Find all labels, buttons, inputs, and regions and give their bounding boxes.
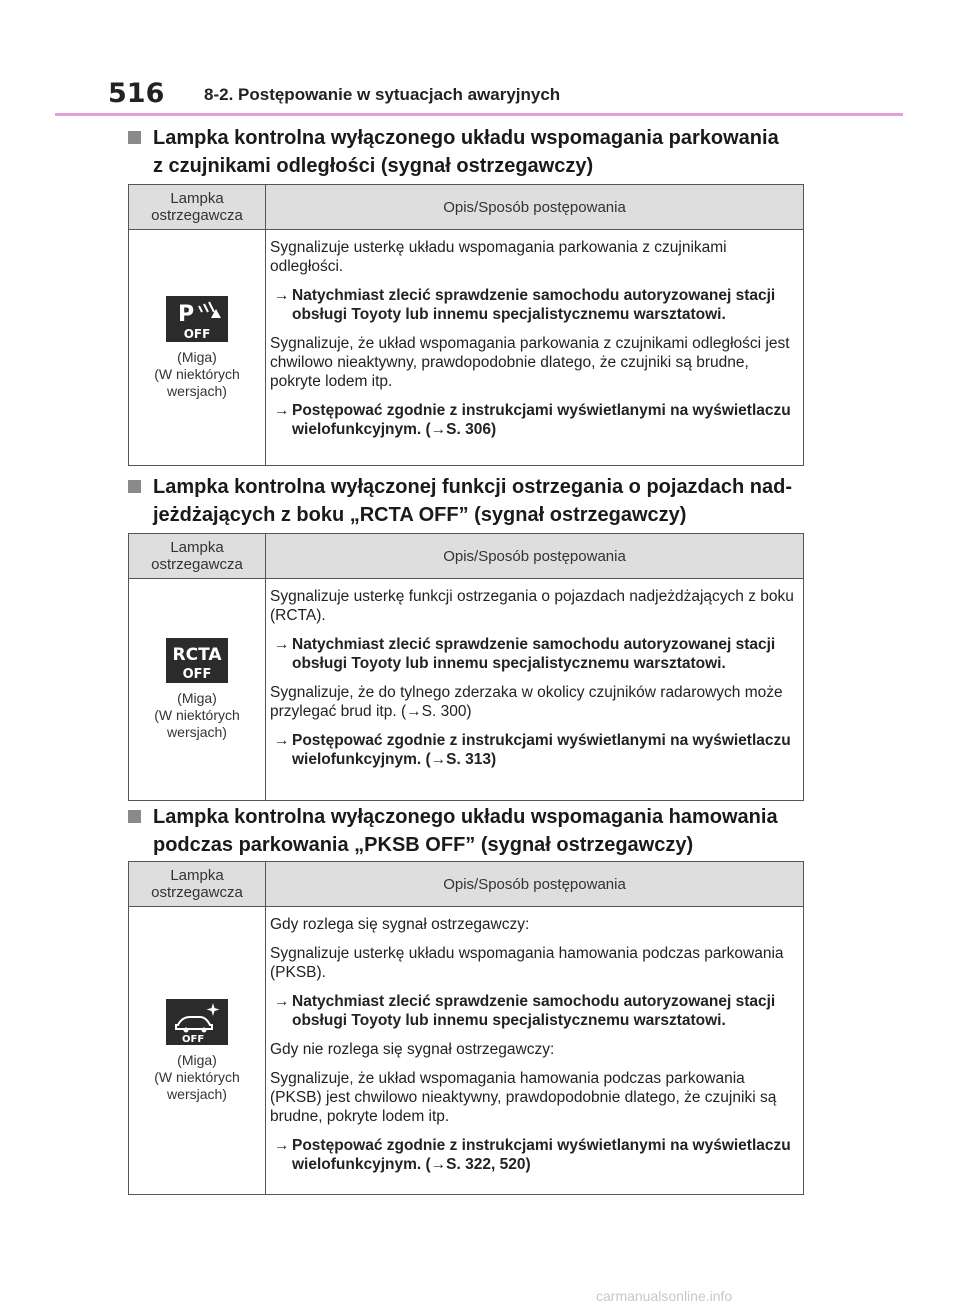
section-title-rcta <box>128 473 828 529</box>
arrow-right-icon: → <box>274 732 290 749</box>
section-title-line2: z czujnikami odległości (sygnał ostrzegawczy) <box>153 155 594 177</box>
lamp-note: (W niektórych wersjach) <box>154 1068 240 1102</box>
lamp-state: (Miga) <box>177 348 217 365</box>
svg-text:P: P <box>178 301 195 327</box>
section-title-pksb <box>128 803 828 859</box>
description-paragraph: Sygnalizuje, że do tylnego zderzaka w okolicy czujników radarowych może przylegać brud itp. (→S. 300) <box>270 684 783 720</box>
square-bullet-icon <box>128 131 141 144</box>
description-cell <box>266 579 804 801</box>
description-cell <box>266 907 804 1195</box>
lamp-cell <box>129 230 266 466</box>
header-rule <box>55 113 903 116</box>
column-header-lamp: Lampka ostrzegawcza <box>129 185 266 230</box>
arrow-right-icon: → <box>406 703 422 720</box>
arrow-right-icon: → <box>274 402 290 419</box>
icon-off-text: OFF <box>183 326 211 341</box>
column-header-lamp: Lampka ostrzegawcza <box>129 862 266 907</box>
description-paragraph: Sygnalizuje usterkę układu wspomagania parkowania z czujnikami odległości. <box>270 239 727 275</box>
section-title-line1: Lampka kontrolna wyłączonego układu wspomagania hamowania <box>153 806 778 828</box>
warning-table-pksb <box>128 861 804 1195</box>
arrow-right-icon: → <box>430 421 447 438</box>
action-step: → Postępować zgodnie z instrukcjami wyświetlanymi na wyświetlaczu wielofunkcyjnym. (→S. 306) <box>274 402 791 438</box>
column-header-description: Opis/Sposób postępowania <box>266 862 804 907</box>
section-title-line2: jeżdżających z boku „RCTA OFF” (sygnał ostrzegawczy) <box>153 504 687 526</box>
arrow-right-icon: → <box>274 993 290 1010</box>
square-bullet-icon <box>128 810 141 823</box>
description-paragraph: Sygnalizuje, że układ wspomagania hamowania podczas parkowania (PKSB) jest chwilowo nieaktywny, prawdopodobnie dlatego, że czujniki są brudne, pokryte lodem itp. <box>270 1070 777 1125</box>
page-reference: S. 322, 520) <box>446 1156 531 1173</box>
icon-rcta-text: RCTA <box>172 645 222 665</box>
description-paragraph: Sygnalizuje usterkę funkcji ostrzegania o pojazdach nadjeżdżających z boku (RCTA). <box>270 588 794 624</box>
section-title-line2: podczas parkowania „PKSB OFF” (sygnał ostrzegawczy) <box>153 834 694 856</box>
description-paragraph: Sygnalizuje usterkę układu wspomagania hamowania podczas parkowania (PKSB). <box>270 945 784 981</box>
watermark: carmanualsonline.info <box>596 1288 733 1304</box>
page-reference: S. 306) <box>446 421 497 438</box>
lamp-cell <box>129 579 266 801</box>
page-header <box>108 78 903 110</box>
lamp-state: (Miga) <box>177 690 217 706</box>
column-header-description: Opis/Sposób postępowania <box>266 534 804 579</box>
action-step: → Postępować zgodnie z instrukcjami wyświetlanymi na wyświetlaczu wielofunkcyjnym. (→S. 313) <box>274 732 791 768</box>
section-title-parking-sensor <box>128 124 828 180</box>
rcta-off-icon <box>166 638 228 683</box>
pksb-off-icon <box>166 999 228 1045</box>
arrow-right-icon: → <box>274 636 290 653</box>
arrow-right-icon: → <box>274 287 290 304</box>
page-reference: S. 313) <box>446 751 497 768</box>
icon-off-text: OFF <box>182 1033 205 1045</box>
parking-sensor-off-icon <box>166 296 228 342</box>
arrow-right-icon: → <box>274 1137 290 1154</box>
page-number: 516 <box>108 78 165 109</box>
action-step: → Natychmiast zlecić sprawdzenie samochodu autoryzowanej stacji obsługi Toyoty lub innemu specjalistycznemu warsztatowi. <box>274 287 776 323</box>
lamp-note: (W niektórych wersjach) <box>154 707 240 740</box>
chapter-title: 8-2. Postępowanie w sytuacjach awaryjnych <box>204 85 561 104</box>
lamp-note: (W niektórych wersjach) <box>154 365 240 399</box>
action-step: → Natychmiast zlecić sprawdzenie samochodu autoryzowanej stacji obsługi Toyoty lub innemu specjalistycznemu warsztatowi. <box>274 636 776 672</box>
lamp-state: (Miga) <box>177 1051 217 1068</box>
icon-off-text: OFF <box>182 667 212 682</box>
description-paragraph: Gdy nie rozlega się sygnał ostrzegawczy: <box>270 1041 555 1058</box>
warning-table-parking-sensor <box>128 184 804 466</box>
description-paragraph: Gdy rozlega się sygnał ostrzegawczy: <box>270 916 530 933</box>
column-header-description: Opis/Sposób postępowania <box>266 185 804 230</box>
description-paragraph: Sygnalizuje, że układ wspomagania parkowania z czujnikami odległości jest chwilowo nieaktywny, prawdopodobnie dlatego, że czujniki są brudne, pokryte lodem itp. <box>270 335 790 390</box>
section-title-line1: Lampka kontrolna wyłączonej funkcji ostrzegania o pojazdach nad- <box>153 476 793 498</box>
action-step: → Postępować zgodnie z instrukcjami wyświetlanymi na wyświetlaczu wielofunkcyjnym. (→S. 322, 520) <box>274 1137 791 1173</box>
arrow-right-icon: → <box>430 751 447 768</box>
column-header-lamp: Lampka ostrzegawcza <box>129 534 266 579</box>
warning-table-rcta <box>128 533 804 801</box>
action-step: → Natychmiast zlecić sprawdzenie samochodu autoryzowanej stacji obsługi Toyoty lub innemu specjalistycznemu warsztatowi. <box>274 993 776 1029</box>
lamp-cell <box>129 907 266 1195</box>
arrow-right-icon: → <box>430 1156 447 1173</box>
page-reference: S. 300) <box>421 703 472 720</box>
square-bullet-icon <box>128 480 141 493</box>
description-cell <box>266 230 804 466</box>
section-title-line1: Lampka kontrolna wyłączonego układu wspomagania parkowania <box>153 127 779 149</box>
